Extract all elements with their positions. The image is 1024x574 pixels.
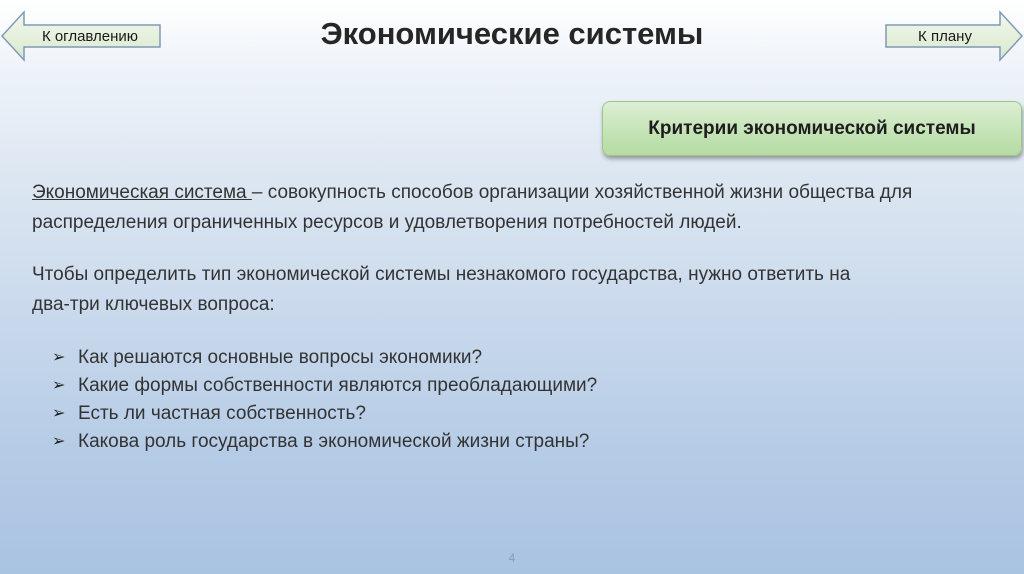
page-number: 4 [508, 551, 516, 565]
list-item [52, 428, 932, 456]
to-plan-button[interactable] [884, 10, 1024, 62]
arrow-bullet-icon: ➢ [52, 377, 66, 394]
definition-paragraph [32, 178, 932, 238]
question-text: Какова роль государства в экономической жизни страны? [78, 431, 590, 452]
forward-button-label: К плану [918, 27, 972, 45]
page-title: Экономические системы [320, 16, 704, 51]
question-text: Как решаются основные вопросы экономики? [78, 347, 483, 368]
list-item [52, 372, 932, 400]
criteria-button-label: Критерии экономической системы [648, 117, 976, 139]
arrow-bullet-icon: ➢ [52, 349, 66, 366]
question-text: Какие формы собственности являются преобладающими? [78, 375, 598, 396]
list-item [52, 344, 932, 372]
back-button-label: К оглавлению [41, 27, 139, 45]
question-text: Есть ли частная собственность? [78, 403, 366, 424]
list-item [52, 400, 932, 428]
definition-text: – совокупность способов организации хозяйственной жизни общества для распределения ограниченных ресурсов и удовлетворения потребностей людей. [32, 182, 913, 233]
definition-term: Экономическая система [32, 182, 252, 203]
back-to-contents-button[interactable] [0, 10, 164, 62]
slide-content [32, 178, 932, 456]
arrow-bullet-icon: ➢ [52, 433, 66, 450]
questions-list [52, 344, 932, 456]
criteria-button[interactable] [602, 101, 1022, 156]
arrow-bullet-icon: ➢ [52, 405, 66, 422]
intro-paragraph: Чтобы определить тип экономической системы незнакомого государства, нужно ответить на два-три ключевых вопроса: [32, 264, 851, 315]
